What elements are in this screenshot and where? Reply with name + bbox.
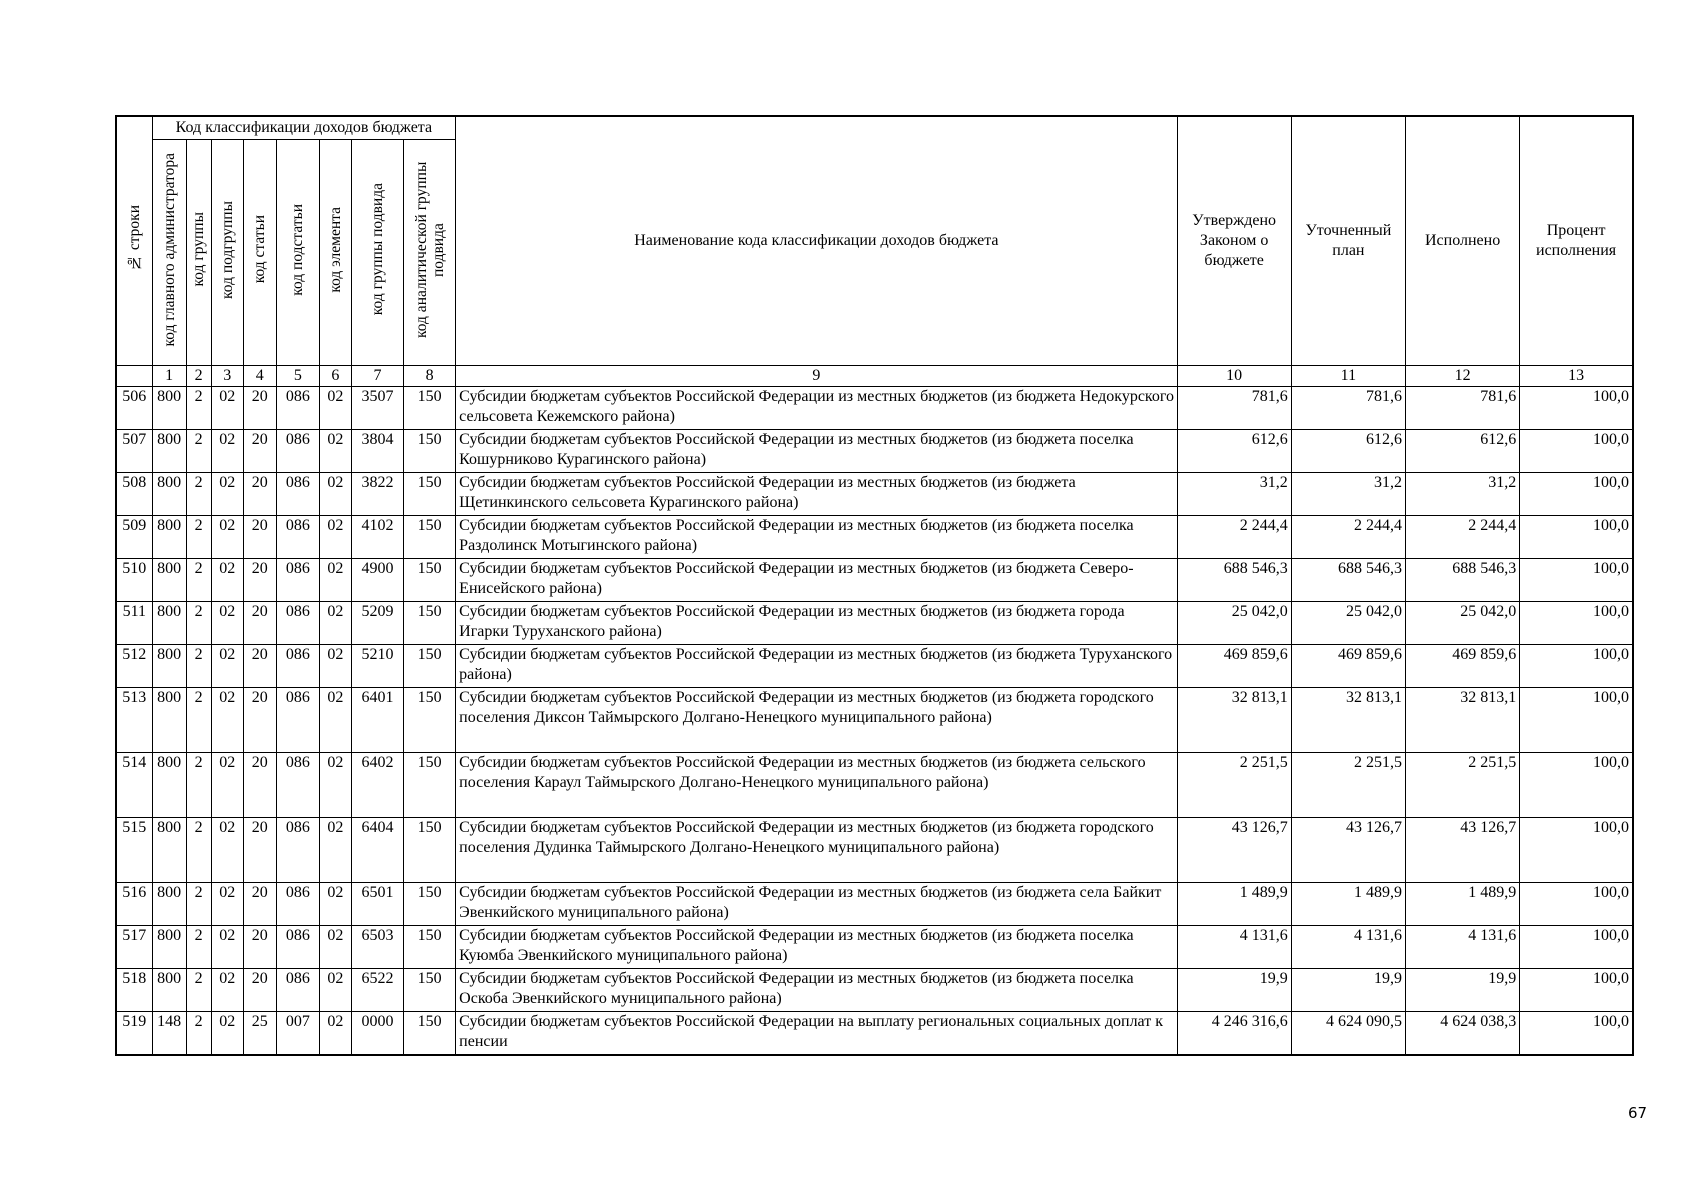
cell-subart: 086 [276,387,319,430]
cell-adm: 148 [152,1012,186,1056]
header-code-2 [186,140,211,366]
cell-adm: 800 [152,969,186,1012]
cell-grp: 2 [186,516,211,559]
cell-percent: 100,0 [1520,688,1633,753]
cell-sub: 02 [211,645,243,688]
table-row [116,473,1633,516]
header-approved: Утверждено Законом о бюджете [1177,116,1291,366]
cell-num: 513 [116,688,152,753]
column-number: 3 [211,366,243,387]
table-row [116,926,1633,969]
cell-sv: 4102 [351,516,403,559]
cell-percent: 100,0 [1520,926,1633,969]
cell-an: 150 [404,926,456,969]
cell-sv: 6503 [351,926,403,969]
cell-subart: 086 [276,430,319,473]
header-code-7 [351,140,403,366]
cell-percent: 100,0 [1520,1012,1633,1056]
header-code-label: код группы подвида [368,183,386,316]
cell-art: 20 [243,473,276,516]
cell-sv: 3804 [351,430,403,473]
column-number: 11 [1291,366,1405,387]
cell-grp: 2 [186,688,211,753]
cell-percent: 100,0 [1520,559,1633,602]
column-number: 7 [351,366,403,387]
cell-revised: 688 546,3 [1291,559,1405,602]
cell-sv: 0000 [351,1012,403,1056]
cell-adm: 800 [152,883,186,926]
cell-executed: 43 126,7 [1405,818,1519,883]
cell-art: 20 [243,516,276,559]
cell-adm: 800 [152,602,186,645]
cell-sub: 02 [211,883,243,926]
cell-an: 150 [404,430,456,473]
cell-an: 150 [404,559,456,602]
cell-el: 02 [319,1012,351,1056]
table-row [116,387,1633,430]
cell-art: 20 [243,688,276,753]
budget-revenue-table [115,115,1634,1056]
cell-adm: 800 [152,688,186,753]
cell-num: 515 [116,818,152,883]
cell-revised: 469 859,6 [1291,645,1405,688]
table-row [116,602,1633,645]
cell-percent: 100,0 [1520,516,1633,559]
cell-adm: 800 [152,645,186,688]
cell-subart: 086 [276,883,319,926]
cell-name: Субсидии бюджетам субъектов Российской Федерации из местных бюджетов (из бюджета поселка Кошурниково Курагинского района) [456,430,1177,473]
cell-an: 150 [404,818,456,883]
cell-adm: 800 [152,387,186,430]
cell-approved: 781,6 [1177,387,1291,430]
cell-num: 512 [116,645,152,688]
cell-executed: 31,2 [1405,473,1519,516]
header-code-label: код аналитической группы подвида [412,161,447,338]
cell-sv: 5209 [351,602,403,645]
cell-num: 518 [116,969,152,1012]
cell-sv: 6402 [351,753,403,818]
cell-el: 02 [319,818,351,883]
column-number: 8 [404,366,456,387]
cell-name: Субсидии бюджетам субъектов Российской Федерации из местных бюджетов (из бюджета Северо-Енисейского района) [456,559,1177,602]
cell-name: Субсидии бюджетам субъектов Российской Федерации из местных бюджетов (из бюджета поселка Куюмба Эвенкийского муниципального района) [456,926,1177,969]
cell-sub: 02 [211,430,243,473]
cell-revised: 31,2 [1291,473,1405,516]
cell-art: 20 [243,753,276,818]
cell-an: 150 [404,753,456,818]
cell-subart: 086 [276,559,319,602]
cell-subart: 086 [276,602,319,645]
header-code-3 [211,140,243,366]
header-code-5 [276,140,319,366]
cell-percent: 100,0 [1520,969,1633,1012]
cell-adm: 800 [152,926,186,969]
cell-an: 150 [404,883,456,926]
cell-executed: 1 489,9 [1405,883,1519,926]
column-number: 2 [186,366,211,387]
header-code-1 [152,140,186,366]
cell-el: 02 [319,753,351,818]
cell-num: 506 [116,387,152,430]
cell-name: Субсидии бюджетам субъектов Российской Федерации из местных бюджетов (из бюджета Туруханского района) [456,645,1177,688]
cell-art: 20 [243,430,276,473]
cell-revised: 4 131,6 [1291,926,1405,969]
cell-sv: 5210 [351,645,403,688]
cell-grp: 2 [186,645,211,688]
cell-adm: 800 [152,753,186,818]
cell-num: 519 [116,1012,152,1056]
cell-grp: 2 [186,473,211,516]
column-number: 9 [456,366,1177,387]
header-name: Наименование кода классификации доходов бюджета [456,116,1177,366]
table-row [116,969,1633,1012]
cell-revised: 43 126,7 [1291,818,1405,883]
cell-el: 02 [319,926,351,969]
cell-el: 02 [319,387,351,430]
cell-num: 508 [116,473,152,516]
cell-percent: 100,0 [1520,883,1633,926]
cell-el: 02 [319,430,351,473]
cell-adm: 800 [152,559,186,602]
cell-grp: 2 [186,818,211,883]
cell-name: Субсидии бюджетам субъектов Российской Федерации из местных бюджетов (из бюджета сельского поселения Караул Таймырского Долгано-Ненецкого муниципального района) [456,753,1177,818]
column-number: 6 [319,366,351,387]
cell-sub: 02 [211,602,243,645]
cell-an: 150 [404,688,456,753]
cell-sv: 6522 [351,969,403,1012]
cell-percent: 100,0 [1520,645,1633,688]
cell-subart: 007 [276,1012,319,1056]
column-number: 4 [243,366,276,387]
column-number: 5 [276,366,319,387]
cell-el: 02 [319,559,351,602]
cell-sv: 6404 [351,818,403,883]
cell-subart: 086 [276,516,319,559]
cell-grp: 2 [186,969,211,1012]
cell-executed: 781,6 [1405,387,1519,430]
cell-grp: 2 [186,1012,211,1056]
cell-sub: 02 [211,753,243,818]
cell-an: 150 [404,969,456,1012]
cell-name: Субсидии бюджетам субъектов Российской Федерации из местных бюджетов (из бюджета города Игарки Туруханского района) [456,602,1177,645]
cell-el: 02 [319,883,351,926]
cell-grp: 2 [186,753,211,818]
cell-name: Субсидии бюджетам субъектов Российской Федерации из местных бюджетов (из бюджета поселка Оскоба Эвенкийского муниципального района) [456,969,1177,1012]
cell-approved: 612,6 [1177,430,1291,473]
header-code-4 [243,140,276,366]
cell-an: 150 [404,516,456,559]
header-row-number [116,116,152,366]
cell-executed: 4 131,6 [1405,926,1519,969]
cell-art: 20 [243,818,276,883]
cell-num: 507 [116,430,152,473]
cell-percent: 100,0 [1520,818,1633,883]
cell-num: 511 [116,602,152,645]
cell-num: 517 [116,926,152,969]
cell-revised: 2 251,5 [1291,753,1405,818]
cell-el: 02 [319,645,351,688]
header-executed: Исполнено [1405,116,1519,366]
cell-approved: 25 042,0 [1177,602,1291,645]
column-number: 1 [152,366,186,387]
cell-percent: 100,0 [1520,473,1633,516]
cell-el: 02 [319,969,351,1012]
cell-sub: 02 [211,387,243,430]
cell-executed: 32 813,1 [1405,688,1519,753]
cell-sub: 02 [211,688,243,753]
cell-grp: 2 [186,387,211,430]
cell-executed: 4 624 038,3 [1405,1012,1519,1056]
cell-percent: 100,0 [1520,753,1633,818]
cell-revised: 1 489,9 [1291,883,1405,926]
header-row-number-label: № строки [125,204,143,272]
table-row [116,753,1633,818]
cell-adm: 800 [152,516,186,559]
cell-revised: 19,9 [1291,969,1405,1012]
header-code-label: код подгруппы [218,200,236,299]
cell-art: 20 [243,645,276,688]
header-code-label: код группы [190,212,208,287]
cell-sv: 6501 [351,883,403,926]
cell-grp: 2 [186,883,211,926]
cell-executed: 2 244,4 [1405,516,1519,559]
cell-sub: 02 [211,969,243,1012]
cell-approved: 19,9 [1177,969,1291,1012]
cell-num: 514 [116,753,152,818]
cell-subart: 086 [276,926,319,969]
cell-grp: 2 [186,926,211,969]
cell-art: 20 [243,387,276,430]
cell-an: 150 [404,1012,456,1056]
cell-grp: 2 [186,430,211,473]
cell-sub: 02 [211,818,243,883]
table-row [116,516,1633,559]
cell-name: Субсидии бюджетам субъектов Российской Федерации на выплату региональных социальных доплат к пенсии [456,1012,1177,1056]
cell-name: Субсидии бюджетам субъектов Российской Федерации из местных бюджетов (из бюджета Недокурского сельсовета Кежемского района) [456,387,1177,430]
header-classification-group: Код классификации доходов бюджета [152,116,456,140]
column-number: 10 [1177,366,1291,387]
cell-revised: 781,6 [1291,387,1405,430]
cell-approved: 469 859,6 [1177,645,1291,688]
header-code-8 [404,140,456,366]
cell-subart: 086 [276,818,319,883]
cell-el: 02 [319,602,351,645]
cell-sv: 4900 [351,559,403,602]
cell-name: Субсидии бюджетам субъектов Российской Федерации из местных бюджетов (из бюджета Щетинкинского сельсовета Курагинского района) [456,473,1177,516]
cell-approved: 31,2 [1177,473,1291,516]
cell-sub: 02 [211,926,243,969]
cell-grp: 2 [186,602,211,645]
table-row [116,883,1633,926]
header-code-label: код статьи [251,215,269,284]
cell-executed: 688 546,3 [1405,559,1519,602]
cell-sub: 02 [211,516,243,559]
cell-adm: 800 [152,430,186,473]
cell-art: 25 [243,1012,276,1056]
cell-approved: 32 813,1 [1177,688,1291,753]
column-number-blank [116,366,152,387]
cell-approved: 2 244,4 [1177,516,1291,559]
table-row [116,1012,1633,1056]
cell-revised: 612,6 [1291,430,1405,473]
cell-revised: 4 624 090,5 [1291,1012,1405,1056]
cell-name: Субсидии бюджетам субъектов Российской Федерации из местных бюджетов (из бюджета городского поселения Дудинка Таймырского Долгано-Ненецкого муниципального района) [456,818,1177,883]
table-row [116,688,1633,753]
cell-el: 02 [319,688,351,753]
cell-an: 150 [404,387,456,430]
cell-approved: 4 246 316,6 [1177,1012,1291,1056]
cell-num: 509 [116,516,152,559]
header-code-6 [319,140,351,366]
cell-revised: 2 244,4 [1291,516,1405,559]
header-revised: Уточненный план [1291,116,1405,366]
cell-adm: 800 [152,473,186,516]
cell-grp: 2 [186,559,211,602]
cell-sub: 02 [211,473,243,516]
cell-executed: 612,6 [1405,430,1519,473]
cell-adm: 800 [152,818,186,883]
cell-executed: 469 859,6 [1405,645,1519,688]
cell-art: 20 [243,602,276,645]
cell-el: 02 [319,473,351,516]
header-code-label: код элемента [326,206,344,293]
cell-executed: 25 042,0 [1405,602,1519,645]
cell-approved: 1 489,9 [1177,883,1291,926]
cell-approved: 43 126,7 [1177,818,1291,883]
header-percent: Процент исполнения [1520,116,1633,366]
cell-percent: 100,0 [1520,387,1633,430]
cell-subart: 086 [276,969,319,1012]
cell-subart: 086 [276,688,319,753]
cell-art: 20 [243,926,276,969]
cell-name: Субсидии бюджетам субъектов Российской Федерации из местных бюджетов (из бюджета поселка Раздолинск Мотыгинского района) [456,516,1177,559]
table-row [116,559,1633,602]
cell-art: 20 [243,559,276,602]
column-number: 13 [1520,366,1633,387]
cell-sv: 6401 [351,688,403,753]
cell-sv: 3507 [351,387,403,430]
cell-executed: 19,9 [1405,969,1519,1012]
cell-sv: 3822 [351,473,403,516]
cell-art: 20 [243,883,276,926]
cell-art: 20 [243,969,276,1012]
cell-approved: 688 546,3 [1177,559,1291,602]
page-number: 67 [1628,1104,1648,1122]
cell-an: 150 [404,602,456,645]
cell-subart: 086 [276,645,319,688]
cell-name: Субсидии бюджетам субъектов Российской Федерации из местных бюджетов (из бюджета городского поселения Диксон Таймырского Долгано-Ненецкого муниципального района) [456,688,1177,753]
cell-executed: 2 251,5 [1405,753,1519,818]
table-row [116,818,1633,883]
column-number: 12 [1405,366,1519,387]
cell-approved: 4 131,6 [1177,926,1291,969]
cell-sub: 02 [211,1012,243,1056]
cell-subart: 086 [276,753,319,818]
table-row [116,430,1633,473]
cell-percent: 100,0 [1520,602,1633,645]
cell-approved: 2 251,5 [1177,753,1291,818]
cell-subart: 086 [276,473,319,516]
header-code-label: код главного администратора [160,152,178,347]
cell-percent: 100,0 [1520,430,1633,473]
cell-num: 510 [116,559,152,602]
cell-an: 150 [404,473,456,516]
cell-revised: 32 813,1 [1291,688,1405,753]
cell-sub: 02 [211,559,243,602]
cell-an: 150 [404,645,456,688]
header-code-label: код подстатьи [289,203,307,296]
table-row [116,645,1633,688]
cell-name: Субсидии бюджетам субъектов Российской Федерации из местных бюджетов (из бюджета села Байкит Эвенкийского муниципального района) [456,883,1177,926]
cell-revised: 25 042,0 [1291,602,1405,645]
cell-el: 02 [319,516,351,559]
cell-num: 516 [116,883,152,926]
